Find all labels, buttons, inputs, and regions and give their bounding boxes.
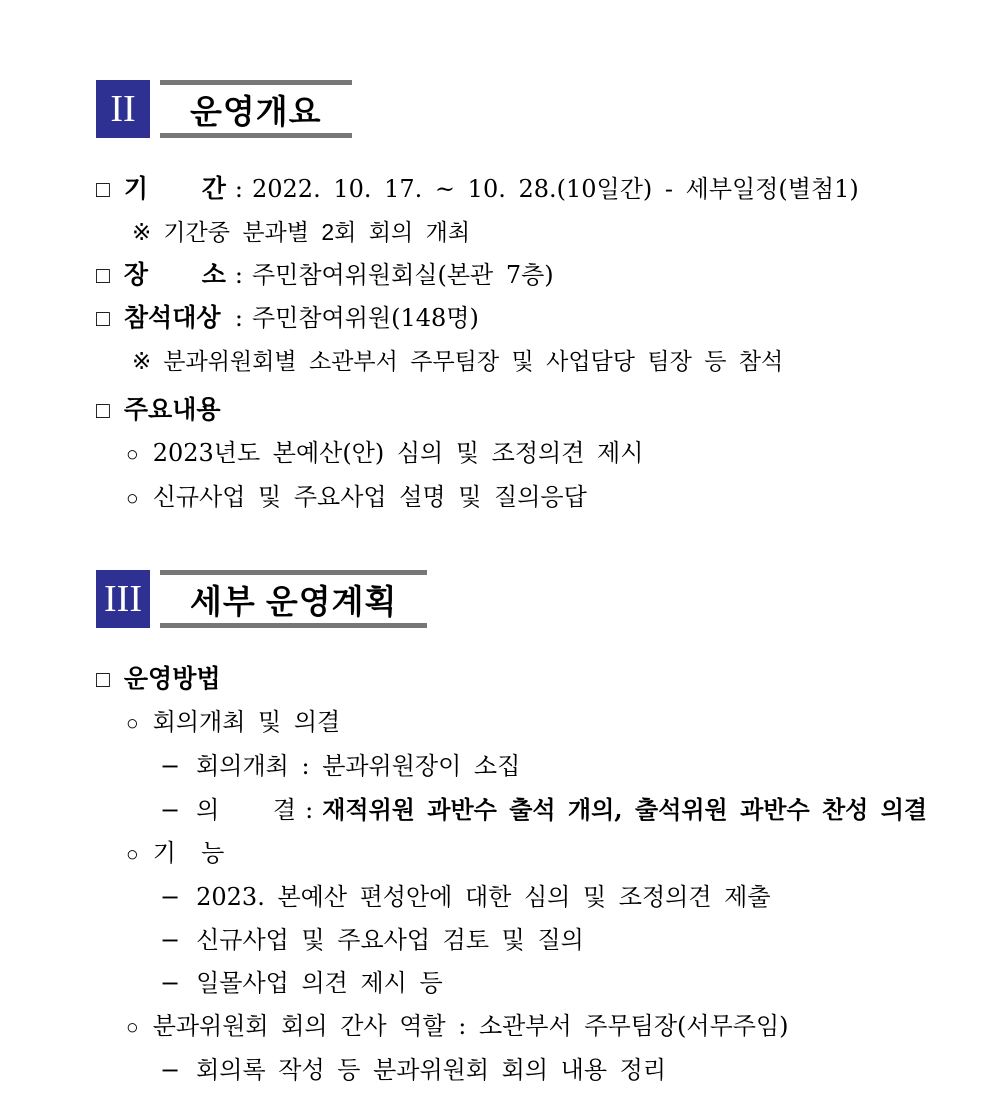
item-text: 일몰사업 의견 제시 등	[196, 969, 443, 997]
item-text: 2023. 본예산 편성안에 대한 심의 및 조정의견 제출	[196, 883, 771, 911]
square-marker-icon: □	[96, 397, 110, 423]
item-text: 신규사업 및 주요사업 검토 및 질의	[196, 926, 584, 954]
line-circle	[126, 840, 956, 868]
item-value: 2022. 10. 17. ~ 10. 28.(10일간) - 세부일정(별첨1)	[252, 175, 859, 203]
circle-marker-icon: ○	[126, 712, 139, 735]
item-heading-label: 주요내용	[123, 396, 221, 424]
section-title-box	[160, 570, 427, 628]
square-marker-icon: □	[96, 305, 110, 331]
dash-marker-icon: −	[160, 1056, 181, 1084]
item-text: 분과위원회 회의 간사 역할 : 소관부서 주무팀장(서무주임)	[152, 1012, 789, 1040]
line-note	[132, 219, 956, 246]
line-heading	[96, 397, 956, 424]
item-value: 주민참여위원회실(본관 7층)	[252, 261, 554, 289]
section-title: 운영개요	[190, 92, 322, 130]
item-heading-label: 운영방법	[123, 665, 221, 693]
dash-marker-icon: −	[160, 969, 181, 997]
line-label-value	[96, 262, 956, 289]
square-marker-icon: □	[96, 176, 110, 202]
line-circle	[126, 440, 956, 468]
line-dash-label-value	[160, 796, 956, 824]
dash-marker-icon: −	[160, 796, 181, 824]
item-label: 장 소	[123, 261, 226, 289]
section-header	[96, 80, 956, 138]
line-circle	[126, 1013, 956, 1041]
line-dash	[160, 970, 956, 997]
colon-separator: :	[234, 304, 243, 332]
item-value: 주민참여위원(148명)	[252, 304, 479, 332]
line-dash	[160, 753, 956, 780]
section-title-box	[160, 80, 352, 138]
line-dash	[160, 884, 956, 911]
item-value-bold: 재적위원 과반수 출석 개의, 출석위원 과반수 찬성 의결	[322, 795, 928, 824]
circle-marker-icon: ○	[126, 1016, 139, 1039]
line-note	[132, 348, 956, 375]
note-marker-icon: ※	[132, 219, 152, 245]
section-2	[96, 80, 956, 512]
section-title: 세부 운영계획	[190, 582, 398, 620]
item-text: 회의개최 : 분과위원장이 소집	[196, 752, 521, 780]
section-body	[96, 666, 956, 1084]
item-text: 회의개최 및 의결	[152, 708, 341, 736]
item-text: 회의록 작성 등 분과위원회 회의 내용 정리	[196, 1056, 667, 1084]
colon-separator: :	[305, 796, 314, 824]
item-text: 2023년도 본예산(안) 심의 및 조정의견 제시	[152, 439, 644, 467]
dash-marker-icon: −	[160, 926, 181, 954]
note-marker-icon: ※	[132, 348, 152, 374]
circle-marker-icon: ○	[126, 843, 139, 866]
line-dash	[160, 1057, 956, 1084]
square-marker-icon: □	[96, 666, 110, 692]
item-text: 기 능	[152, 839, 225, 867]
item-text: 분과위원회별 소관부서 주무팀장 및 사업담당 팀장 등 참석	[163, 348, 784, 374]
item-text: 기간중 분과별 2회 회의 개최	[163, 219, 471, 245]
line-heading	[96, 666, 956, 693]
line-label-value	[96, 176, 956, 203]
item-label: 기 간	[123, 175, 226, 203]
line-circle	[126, 484, 956, 512]
colon-separator: :	[234, 175, 243, 203]
line-circle	[126, 709, 956, 737]
circle-marker-icon: ○	[126, 443, 139, 466]
section-header	[96, 570, 956, 628]
line-label-value	[96, 305, 956, 332]
item-label: 의 결	[196, 796, 297, 824]
line-dash	[160, 927, 956, 954]
circle-marker-icon: ○	[126, 487, 139, 510]
dash-marker-icon: −	[160, 883, 181, 911]
section-numeral-box: III	[96, 570, 150, 628]
square-marker-icon: □	[96, 262, 110, 288]
colon-separator: :	[234, 261, 243, 289]
section-body	[96, 176, 956, 512]
dash-marker-icon: −	[160, 752, 181, 780]
item-label: 참석대상	[123, 304, 221, 332]
section-3	[96, 570, 956, 1084]
section-numeral-box: II	[96, 80, 150, 138]
item-text: 신규사업 및 주요사업 설명 및 질의응답	[152, 483, 587, 511]
